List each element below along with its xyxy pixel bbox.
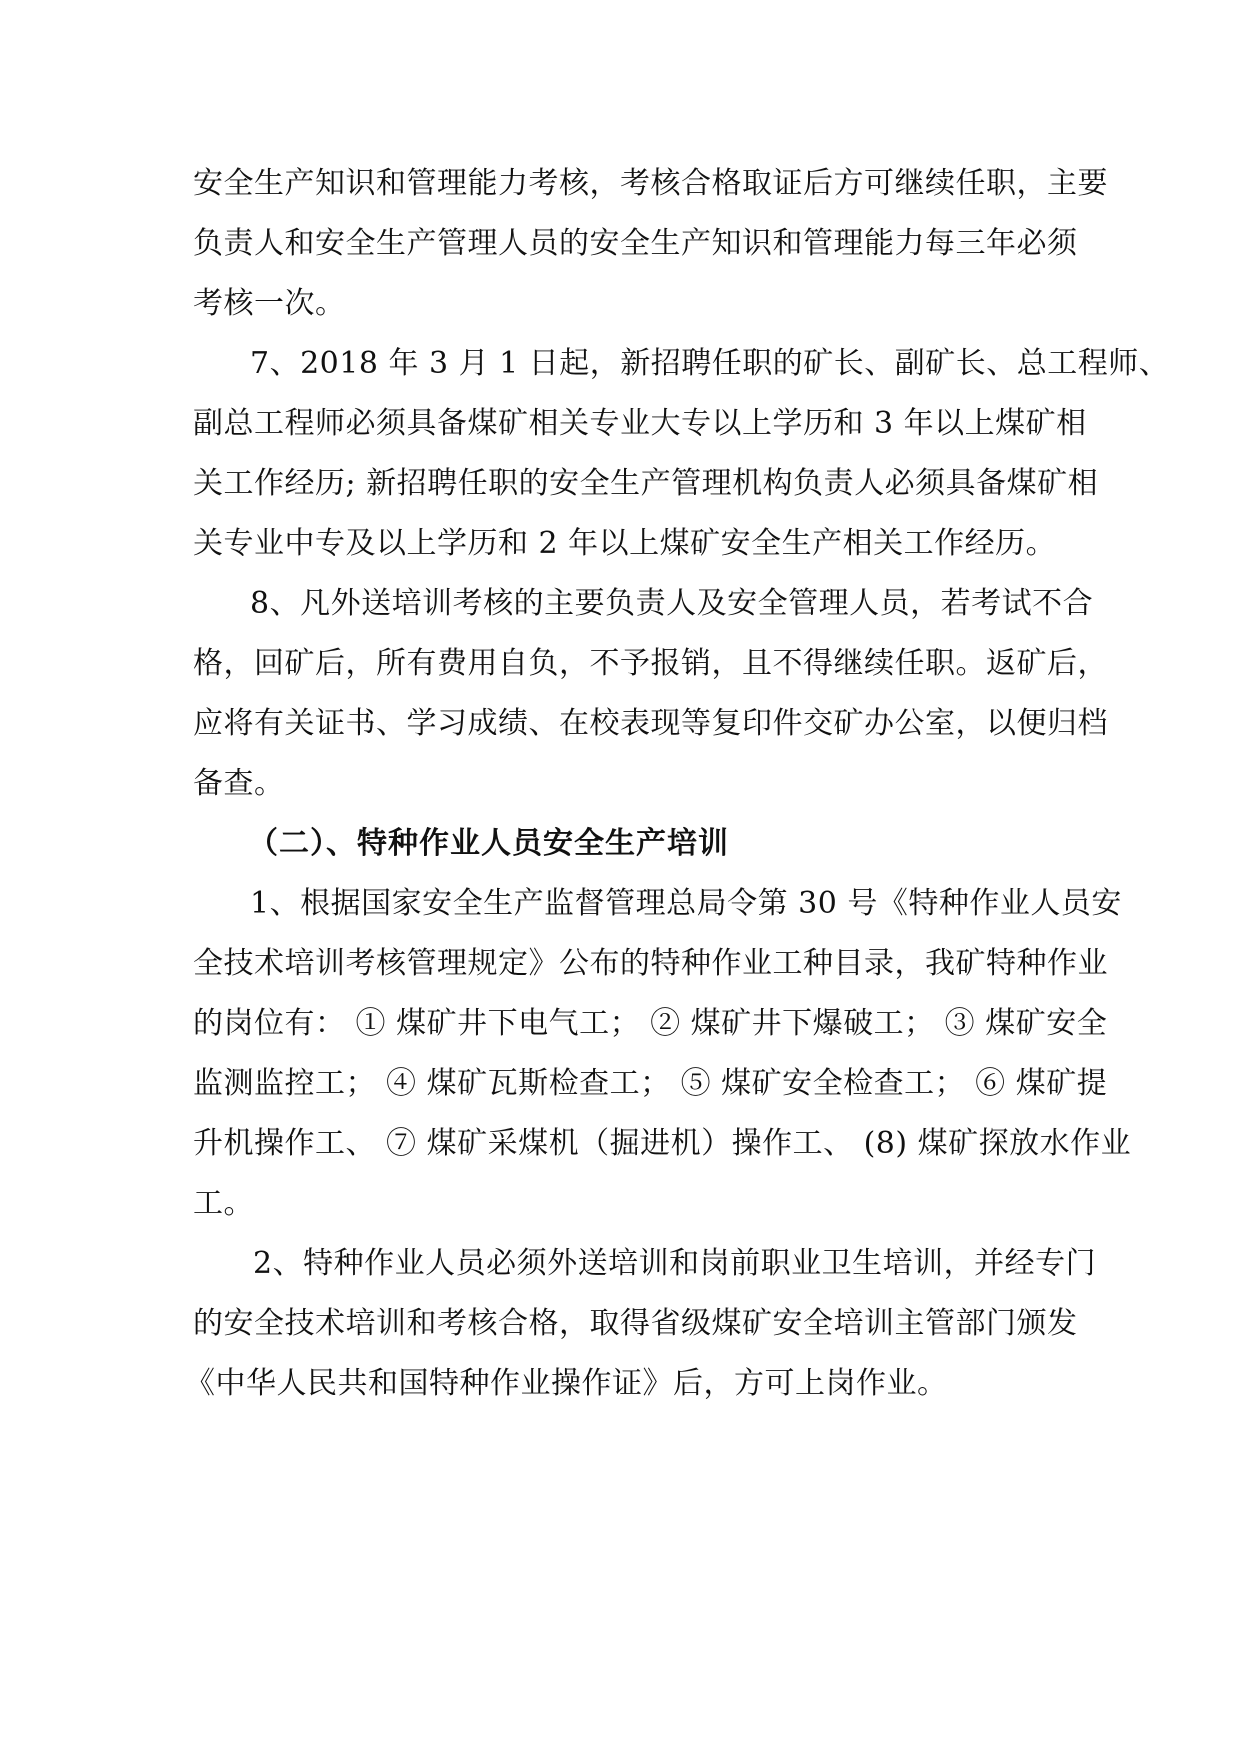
text-line: 的岗位有： ① 煤矿井下电气工； ② 煤矿井下爆破工； ③ 煤矿安全	[193, 1006, 1108, 1041]
text-line: 副总工程师必须具备煤矿相关专业大专以上学历和 3 年以上煤矿相	[193, 406, 1087, 441]
text-line: 负责人和安全生产管理人员的安全生产知识和管理能力每三年必须	[193, 226, 1078, 261]
text-line: 监测监控工； ④ 煤矿瓦斯检查工； ⑤ 煤矿安全检查工； ⑥ 煤矿提	[193, 1066, 1108, 1101]
text-line: 升机操作工、 ⑦ 煤矿采煤机（掘进机）操作工、 (8) 煤矿探放水作业	[193, 1126, 1132, 1161]
text-line: 备查。	[193, 766, 285, 801]
text-line: 关工作经历; 新招聘任职的安全生产管理机构负责人必须具备煤矿相	[193, 466, 1099, 501]
paragraph-2-start: 2、特种作业人员必须外送培训和岗前职业卫生培训，并经专门	[253, 1246, 1097, 1281]
text-line: 的安全技术培训和考核合格，取得省级煤矿安全培训主管部门颁发	[193, 1306, 1078, 1341]
text-line: 安全生产知识和管理能力考核，考核合格取证后方可继续任职，主要	[193, 166, 1108, 201]
paragraph-1-start: 1、根据国家安全生产监督管理总局令第 30 号《特种作业人员安	[250, 886, 1122, 921]
text-line: 考核一次。	[193, 286, 346, 321]
text-line: 格，回矿后，所有费用自负，不予报销，且不得继续任职。返矿后，	[193, 646, 1108, 681]
text-line: 《中华人民共和国特种作业操作证》后，方可上岗作业。	[185, 1366, 948, 1401]
text-line: 应将有关证书、学习成绩、在校表现等复印件交矿办公室，以便归档	[193, 706, 1108, 741]
paragraph-8-start: 8、凡外送培训考核的主要负责人及安全管理人员，若考试不合	[250, 586, 1094, 621]
text-line: 工。	[193, 1186, 254, 1221]
text-line: 全技术培训考核管理规定》公布的特种作业工种目录，我矿特种作业	[193, 946, 1108, 981]
text-line: 关专业中专及以上学历和 2 年以上煤矿安全生产相关工作经历。	[193, 526, 1057, 561]
section-heading: （二）、特种作业人员安全生产培训	[248, 826, 729, 861]
paragraph-7-start: 7、2018 年 3 月 1 日起，新招聘任职的矿长、副矿长、总工程师、	[250, 346, 1170, 381]
